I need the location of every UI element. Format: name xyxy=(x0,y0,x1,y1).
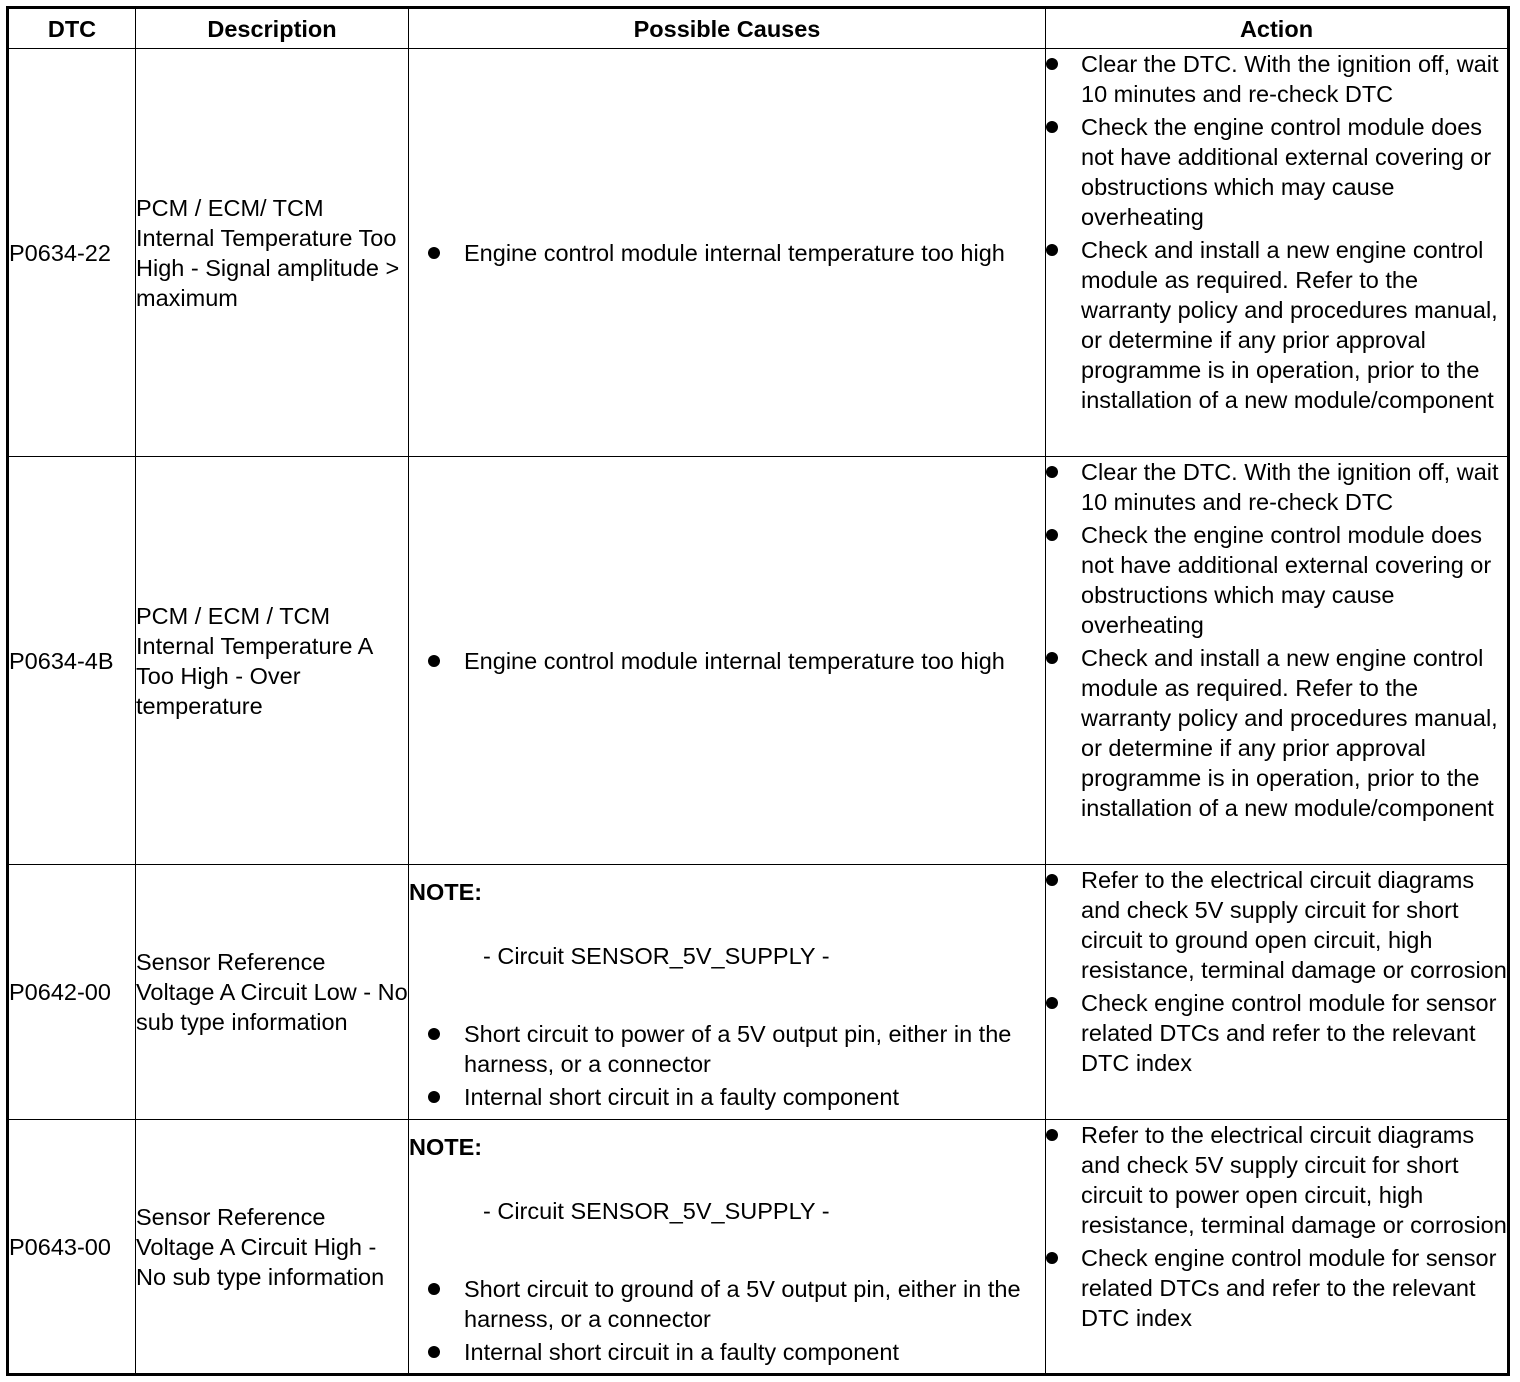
action-item xyxy=(1046,49,1507,109)
bullet-icon xyxy=(428,247,440,259)
action-item xyxy=(1046,1243,1507,1333)
action-item xyxy=(1046,988,1507,1078)
bullet-icon xyxy=(428,1028,440,1040)
dtc-table xyxy=(6,6,1510,1376)
cause-item xyxy=(428,1274,1045,1334)
action-item xyxy=(1046,643,1507,823)
cause-text: Internal short circuit in a faulty component xyxy=(464,1084,899,1110)
action-cell xyxy=(1046,865,1509,1120)
bullet-icon xyxy=(1046,58,1058,70)
bullet-icon xyxy=(428,1091,440,1103)
bullet-icon xyxy=(428,655,440,667)
action-text: Check engine control module for sensor related DTCs and refer to the relevant DTC index xyxy=(1081,1245,1497,1331)
action-text: Refer to the electrical circuit diagrams and check 5V supply circuit for short circuit to power open circuit, high resistance, terminal damage or corrosion xyxy=(1081,1122,1507,1238)
bullet-icon xyxy=(1046,652,1058,664)
cause-text: Short circuit to power of a 5V output pin, either in the harness, or a connector xyxy=(464,1021,1012,1077)
cause-text: Engine control module internal temperature too high xyxy=(464,647,1005,674)
dtc-code: P0634-4B xyxy=(8,457,136,865)
action-item xyxy=(1046,520,1507,640)
action-text: Check the engine control module does not have additional external covering or obstructions which may cause overheating xyxy=(1081,114,1492,230)
bullet-icon xyxy=(1046,466,1058,478)
cause-item xyxy=(428,238,1045,268)
bullet-icon xyxy=(1046,1129,1058,1141)
bullet-icon xyxy=(1046,244,1058,256)
dtc-description: PCM / ECM / TCM Internal Temperature A Too High - Over temperature xyxy=(136,457,409,865)
header-action: Action xyxy=(1046,8,1509,49)
note-circuit: - Circuit SENSOR_5V_SUPPLY - xyxy=(483,943,830,969)
table-row xyxy=(8,1120,1509,1375)
possible-causes xyxy=(409,1120,1046,1375)
action-cell xyxy=(1046,1120,1509,1375)
action-item xyxy=(1046,1120,1507,1240)
action-text: Check engine control module for sensor related DTCs and refer to the relevant DTC index xyxy=(1081,990,1497,1076)
action-item xyxy=(1046,457,1507,517)
cause-text: Short circuit to ground of a 5V output pin, either in the harness, or a connector xyxy=(464,1276,1021,1332)
action-text: Check and install a new engine control module as required. Refer to the warranty policy and procedures manual, or determine if any prior approval programme is in operation, prior to the installation of a new module/component xyxy=(1081,237,1498,413)
action-cell xyxy=(1046,49,1509,457)
dtc-description: Sensor Reference Voltage A Circuit High - No sub type information xyxy=(136,1120,409,1375)
cause-item xyxy=(428,1337,1045,1367)
dtc-description: Sensor Reference Voltage A Circuit Low - No sub type information xyxy=(136,865,409,1120)
table-row xyxy=(8,49,1509,457)
possible-causes xyxy=(409,49,1046,457)
possible-causes xyxy=(409,457,1046,865)
cause-item xyxy=(428,646,1045,676)
action-text: Clear the DTC. With the ignition off, wait 10 minutes and re-check DTC xyxy=(1081,51,1499,107)
cause-item xyxy=(428,1019,1045,1079)
action-item xyxy=(1046,235,1507,415)
table-row xyxy=(8,865,1509,1120)
header-row xyxy=(8,8,1509,49)
header-description: Description xyxy=(136,8,409,49)
dtc-code: P0643-00 xyxy=(8,1120,136,1375)
action-text: Check the engine control module does not have additional external covering or obstructions which may cause overheating xyxy=(1081,522,1492,638)
action-text: Refer to the electrical circuit diagrams and check 5V supply circuit for short circuit to ground open circuit, high resistance, terminal damage or corrosion xyxy=(1081,867,1507,983)
action-text: Check and install a new engine control module as required. Refer to the warranty policy and procedures manual, or determine if any prior approval programme is in operation, prior to the installation of a new module/component xyxy=(1081,645,1498,821)
possible-causes xyxy=(409,865,1046,1120)
header-possible-causes: Possible Causes xyxy=(409,8,1046,49)
header-dtc: DTC xyxy=(8,8,136,49)
note-label: NOTE: xyxy=(409,1134,483,1160)
action-item xyxy=(1046,112,1507,232)
action-text: Clear the DTC. With the ignition off, wait 10 minutes and re-check DTC xyxy=(1081,459,1499,515)
dtc-description: PCM / ECM/ TCM Internal Temperature Too High - Signal amplitude > maximum xyxy=(136,49,409,457)
bullet-icon xyxy=(428,1283,440,1295)
bullet-icon xyxy=(1046,1252,1058,1264)
table-row xyxy=(8,457,1509,865)
bullet-icon xyxy=(1046,874,1058,886)
bullet-icon xyxy=(1046,997,1058,1009)
bullet-icon xyxy=(1046,529,1058,541)
action-item xyxy=(1046,865,1507,985)
cause-text: Internal short circuit in a faulty component xyxy=(464,1339,899,1365)
dtc-code: P0634-22 xyxy=(8,49,136,457)
bullet-icon xyxy=(1046,121,1058,133)
note-circuit: - Circuit SENSOR_5V_SUPPLY - xyxy=(483,1198,830,1224)
action-cell xyxy=(1046,457,1509,865)
dtc-code: P0642-00 xyxy=(8,865,136,1120)
cause-item xyxy=(428,1082,1045,1112)
cause-text: Engine control module internal temperature too high xyxy=(464,239,1005,266)
note-label: NOTE: xyxy=(409,879,483,905)
bullet-icon xyxy=(428,1346,440,1358)
